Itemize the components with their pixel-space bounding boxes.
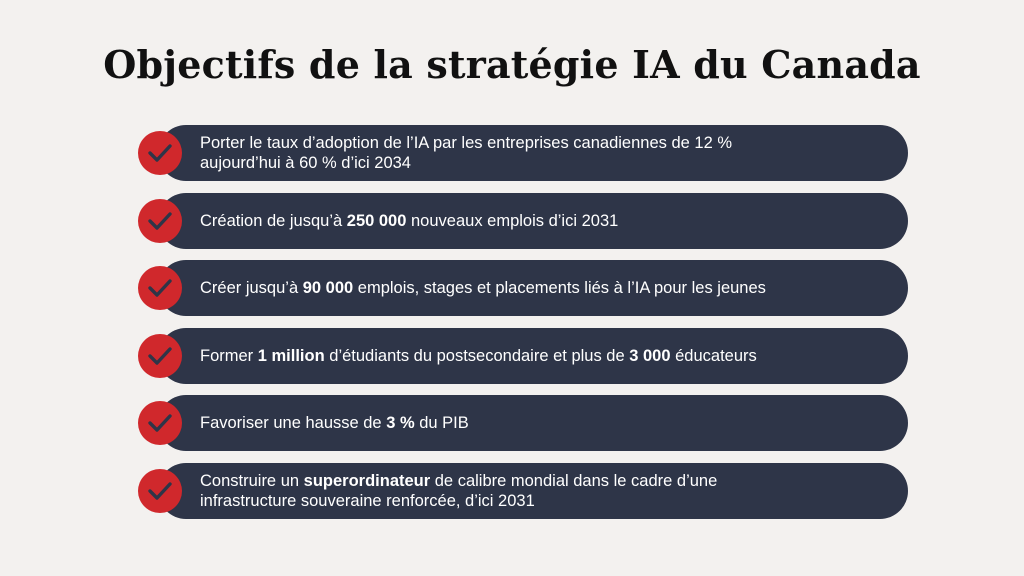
objective-bar (158, 260, 908, 316)
list-item (138, 395, 910, 451)
objectives-list (138, 125, 910, 530)
list-item (138, 328, 910, 384)
objective-text-bold: 3 % (386, 414, 415, 432)
objective-text-line2: aujourd’hui à 60 % d’ici 2034 (200, 154, 411, 172)
objective-text (200, 278, 766, 298)
list-item (138, 125, 910, 181)
objective-text-line1: Porter le taux d’adoption de l’IA par les entreprises canadiennes de 12 % (200, 134, 733, 152)
list-item (138, 260, 910, 316)
list-item (138, 193, 910, 249)
objective-bar (158, 193, 908, 249)
objective-text-post: nouveaux emplois d’ici 2031 (406, 211, 619, 230)
objective-bar (158, 463, 908, 519)
objective-bar (158, 125, 908, 181)
objective-text-bold: superordinateur (303, 471, 431, 490)
objective-text-pre: Construire un (200, 471, 304, 490)
check-icon (138, 401, 182, 445)
objective-text-pre: Créer jusqu’à (200, 279, 303, 297)
objective-text-pre: Création de jusqu’à (200, 211, 347, 230)
check-icon (138, 131, 182, 175)
objective-text-pre: Former (200, 346, 258, 365)
objective-text-mid: d’étudiants du postsecondaire et plus de (324, 346, 630, 365)
page-title: Objectifs de la stratégie IA du Canada (103, 42, 921, 87)
objective-text (200, 133, 732, 173)
check-icon (138, 266, 182, 310)
list-item (138, 463, 910, 519)
objective-text-bold: 90 000 (302, 279, 354, 297)
objective-text-line2: infrastructure souveraine renforcée, d’ici 2031 (200, 491, 535, 510)
objective-text-bold: 1 million (257, 346, 325, 365)
objective-text (200, 471, 717, 511)
check-icon (138, 469, 182, 513)
check-icon (138, 334, 182, 378)
objective-text-bold-2: 3 000 (629, 346, 671, 365)
check-icon (138, 199, 182, 243)
objective-text-post: éducateurs (670, 346, 757, 365)
objective-text-post: du PIB (414, 414, 469, 432)
objective-text-post: emplois, stages et placements liés à l’IA pour les jeunes (353, 279, 766, 297)
objective-text-bold: 250 000 (346, 211, 407, 230)
objective-text (200, 346, 757, 366)
objective-text (200, 413, 469, 433)
objective-text-post: de calibre mondial dans le cadre d’une (430, 471, 718, 490)
objective-bar (158, 328, 908, 384)
objective-text (200, 211, 618, 231)
objective-text-pre: Favoriser une hausse de (200, 414, 387, 432)
objective-bar (158, 395, 908, 451)
